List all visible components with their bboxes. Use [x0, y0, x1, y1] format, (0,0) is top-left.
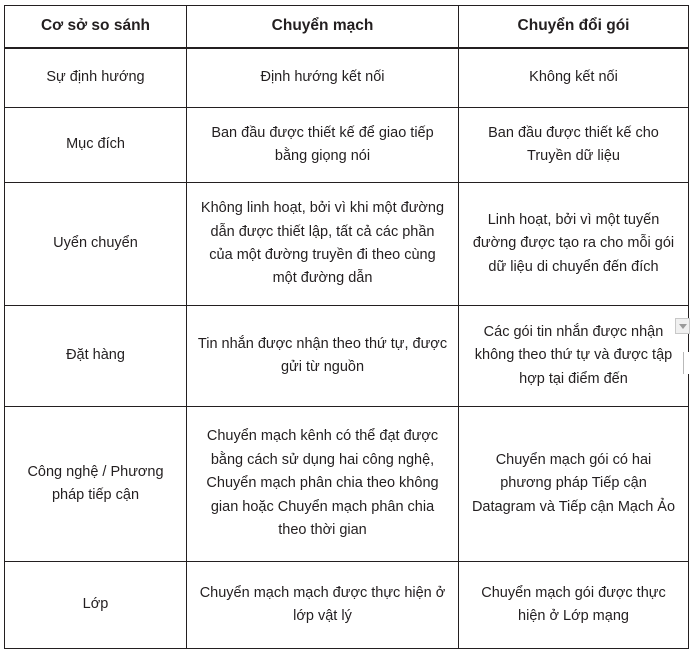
scrollbar-track[interactable]	[683, 352, 689, 374]
table-row	[5, 183, 689, 306]
row-basis-text: Lớp	[82, 596, 109, 613]
row-packet-cell	[459, 562, 689, 649]
row-basis-cell	[5, 48, 187, 108]
table-row	[5, 306, 689, 407]
row-basis-cell	[5, 562, 187, 649]
chevron-down-icon	[679, 324, 687, 329]
row-circuit-cell	[187, 562, 459, 649]
column-header-packet-switching-label: Chuyển đổi gói	[517, 17, 630, 35]
row-basis-cell	[5, 407, 187, 562]
table-header-row	[5, 6, 689, 49]
row-circuit-text: Tin nhắn được nhận theo thứ tự, được gửi từ nguồn	[197, 335, 448, 375]
row-packet-text: Chuyển mạch gói có hai phương pháp Tiếp cận Datagram và Tiếp cận Mạch Ảo	[471, 451, 676, 515]
column-header-packet-switching	[459, 6, 689, 49]
row-packet-cell	[459, 306, 689, 407]
row-packet-cell	[459, 108, 689, 183]
table-row	[5, 407, 689, 562]
table-row	[5, 48, 689, 108]
row-packet-cell	[459, 183, 689, 306]
row-packet-cell	[459, 407, 689, 562]
row-circuit-text: Chuyển mạch mạch được thực hiện ở lớp vật lý	[199, 584, 446, 624]
row-basis-cell	[5, 306, 187, 407]
row-basis-cell	[5, 183, 187, 306]
row-packet-cell	[459, 48, 689, 108]
row-basis-cell	[5, 108, 187, 183]
row-basis-text: Sự định hướng	[46, 69, 145, 86]
row-basis-text: Mục đích	[66, 136, 125, 153]
row-circuit-text: Ban đầu được thiết kế để giao tiếp bằng giọng nói	[211, 124, 434, 164]
row-circuit-text: Không linh hoạt, bởi vì khi một đường dẫn được thiết lập, tất cả các phần của một đường truyền đi theo cùng một đường dẫn	[200, 200, 445, 287]
row-circuit-cell	[187, 183, 459, 306]
row-circuit-text: Chuyển mạch kênh có thể đạt được bằng cách sử dụng hai công nghệ, Chuyển mạch phân chia theo không gian hoặc Chuyển mạch phân chia theo thời gian	[206, 428, 439, 539]
row-basis-text: Đặt hàng	[66, 347, 125, 364]
row-circuit-cell	[187, 108, 459, 183]
comparison-table	[4, 5, 689, 649]
row-circuit-text: Định hướng kết nối	[260, 69, 385, 86]
row-basis-text: Uyển chuyển	[53, 235, 138, 252]
column-header-circuit-switching-label: Chuyển mạch	[271, 17, 374, 35]
table-body	[5, 48, 689, 649]
column-header-basis	[5, 6, 187, 49]
row-packet-text: Các gói tin nhắn được nhận không theo thứ tự và được tập hợp tại điểm đến	[474, 323, 673, 387]
table-row	[5, 562, 689, 649]
row-packet-text: Không kết nối	[529, 69, 618, 86]
row-circuit-cell	[187, 407, 459, 562]
row-packet-text: Linh hoạt, bởi vì một tuyến đường được tạo ra cho mỗi gói dữ liệu di chuyển đến đích	[472, 211, 675, 275]
column-header-circuit-switching	[187, 6, 459, 49]
row-packet-text: Chuyển mạch gói được thực hiện ở Lớp mạng	[481, 584, 666, 624]
column-header-basis-label: Cơ sở so sánh	[40, 17, 151, 35]
row-circuit-cell	[187, 306, 459, 407]
scrollbar-down-arrow-button[interactable]	[675, 318, 690, 334]
row-circuit-cell	[187, 48, 459, 108]
table-row	[5, 108, 689, 183]
row-packet-text: Ban đầu được thiết kế cho Truyền dữ liệu	[488, 124, 659, 164]
row-basis-text: Công nghệ / Phương pháp tiếp cận	[27, 463, 164, 503]
table-header	[5, 6, 689, 49]
